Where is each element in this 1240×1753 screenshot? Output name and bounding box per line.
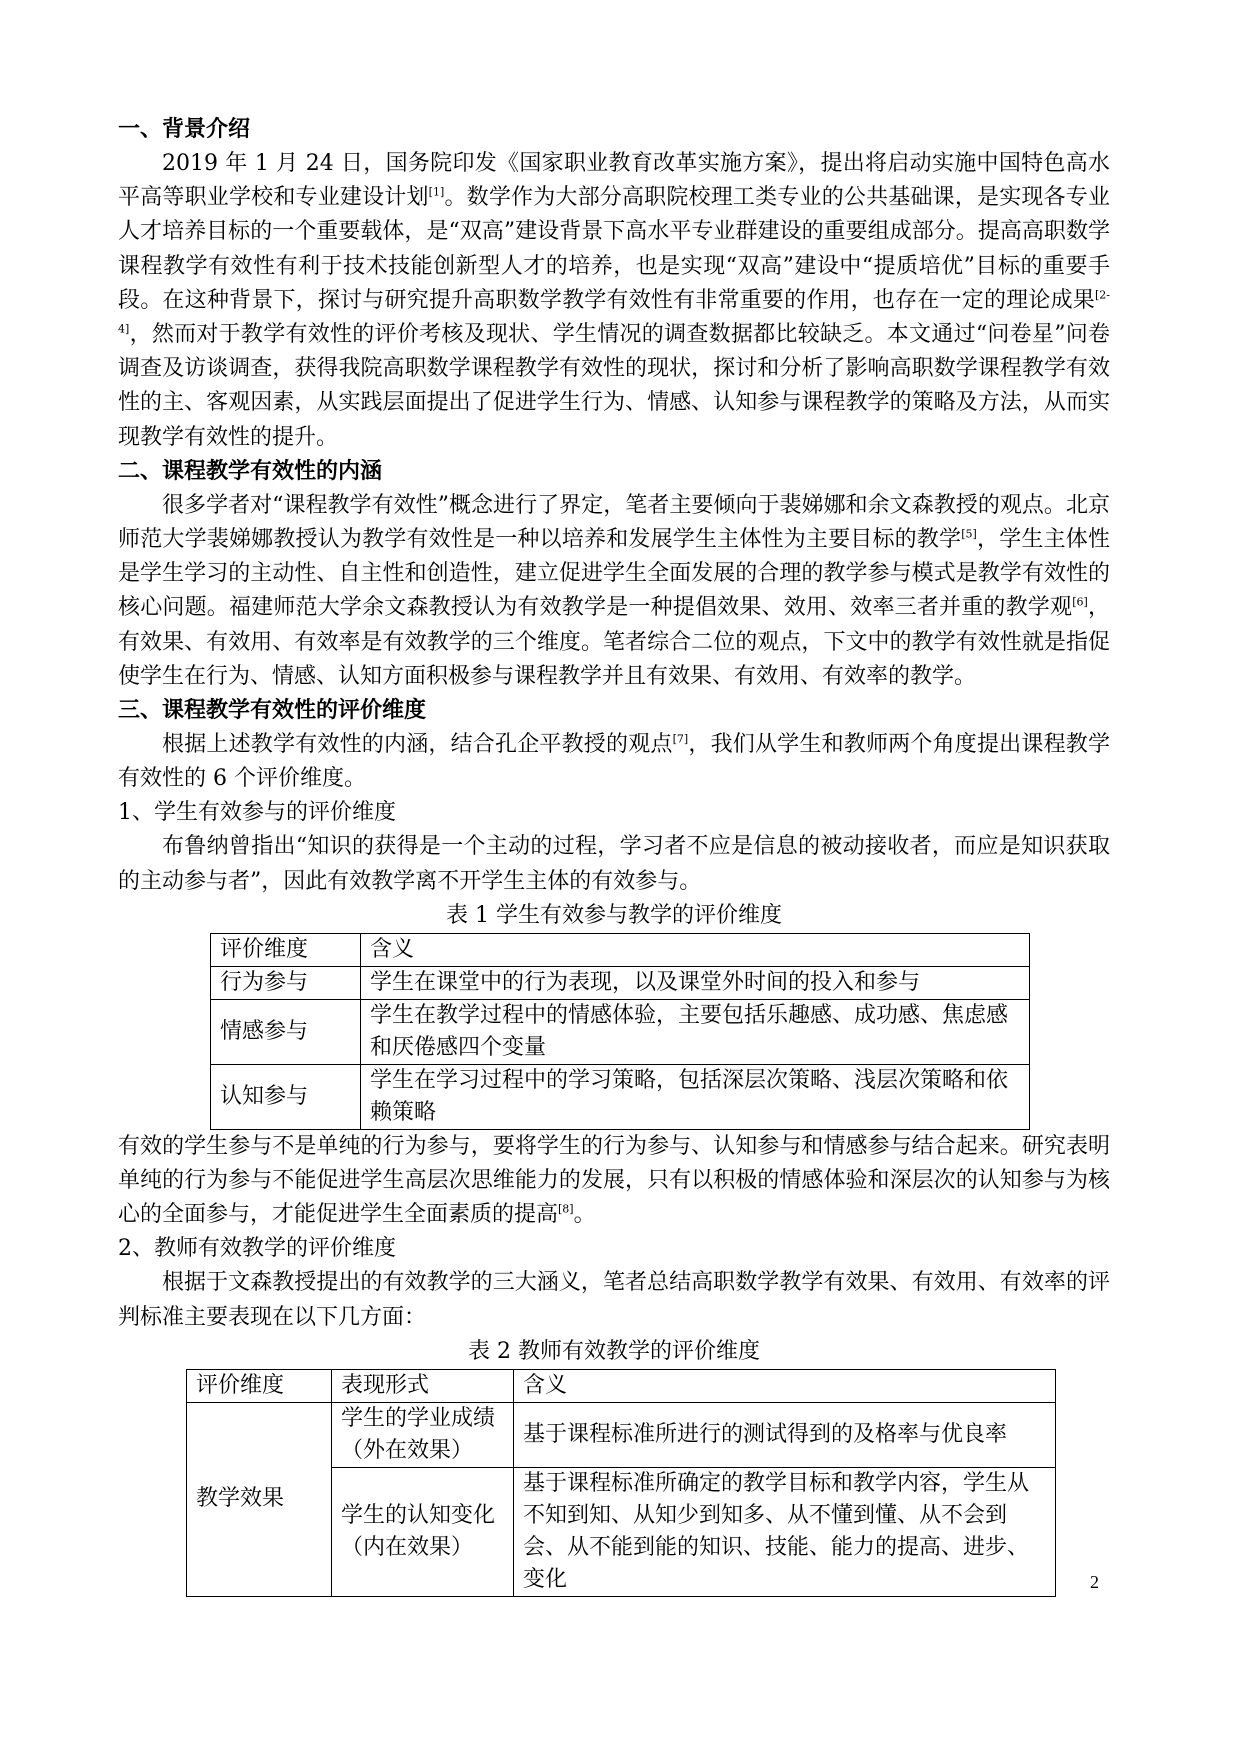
citation: [7] <box>672 732 689 746</box>
table-2-caption: 表 2 教师有效教学的评价维度 <box>468 1338 760 1364</box>
paragraph-criteria: 根据于文森教授提出的有效教学的三大涵义，笔者总结高职数学教学有效果、有效用、有效率的评判标准主要表现在以下几方面： <box>118 1270 1110 1330</box>
subheading-teacher: 2、教师有效教学的评价维度 <box>118 1236 396 1262</box>
table-cell: 学生的学业成绩（外在效果） <box>332 1402 514 1467</box>
section-heading-connotation: 二、课程教学有效性的内涵 <box>118 458 383 484</box>
table-header-row <box>187 1369 1056 1402</box>
table-cell: 学生在学习过程中的学习策略，包括深层次策略、浅层次策略和依赖策略 <box>361 1064 1030 1129</box>
table-header-row <box>211 933 1030 966</box>
table-header-cell: 含义 <box>514 1369 1056 1402</box>
table-header-cell: 评价维度 <box>187 1369 332 1402</box>
table-cell: 教学效果 <box>187 1402 332 1596</box>
table-cell: 学生的认知变化（内在效果） <box>332 1467 514 1596</box>
paragraph-bruner: 布鲁纳曾指出“知识的获得是一个主动的过程，学习者不应是信息的被动接收者，而应是知识获取的主动参与者”，因此有效教学离不开学生主体的有效参与。 <box>118 834 1110 894</box>
table-cell: 情感参与 <box>211 999 361 1064</box>
table-cell: 基于课程标准所进行的测试得到的及格率与优良率 <box>514 1402 1056 1467</box>
table-row <box>211 1064 1030 1129</box>
citation: [6] <box>1072 596 1088 610</box>
subheading-student: 1、学生有效参与的评价维度 <box>118 800 396 826</box>
table-1 <box>210 933 1030 1130</box>
citation: [8] <box>558 1202 574 1216</box>
paragraph-connotation: 很多学者对“课程教学有效性”概念进行了界定，笔者主要倾向于裴娣娜和余文森教授的观点。北京师范大学裴娣娜教授认为教学有效性是一种以培养和发展学生主体性为主要目标的教学[5]，学生主体性是学生学习的主动性、自主性和创造性，建立促进学生全面发展的合理的教学参与模式是教学有效性的核心问题。福建师范大学余文森教授认为有效教学是一种提倡效果、效用、效率三者并重的教学观[6]，有效果、有效用、有效率是有效教学的三个维度。笔者综合二位的观点，下文中的教学有效性就是指促使学生在行为、情感、认知方面积极参与课程教学并且有效果、有效用、有效率的教学。 <box>118 492 1110 689</box>
section-heading-background: 一、背景介绍 <box>118 117 251 142</box>
section-heading-evaluation: 三、课程教学有效性的评价维度 <box>118 698 427 724</box>
table-cell: 学生在教学过程中的情感体验，主要包括乐趣感、成功感、焦虑感和厌倦感四个变量 <box>361 999 1030 1064</box>
table-header-cell: 含义 <box>361 933 1030 966</box>
paragraph-participation: 有效的学生参与不是单纯的行为参与，要将学生的行为参与、认知参与和情感参与结合起来。研究表明单纯的行为参与不能促进学生高层次思维能力的发展，只有以积极的情感体验和深层次的认知参与为核心的全面参与，才能促进学生全面素质的提高[8]。 <box>118 1133 1110 1228</box>
paragraph-evaluation-intro: 根据上述教学有效性的内涵，结合孔企平教授的观点[7]，我们从学生和教师两个角度提出课程教学有效性的 6 个评价维度。 <box>118 732 1110 792</box>
table-row <box>211 966 1030 999</box>
table-row <box>187 1402 1056 1467</box>
paragraph-background: 2019 年 1 月 24 日，国务院印发《国家职业教育改革实施方案》，提出将启动实施中国特色高水平高等职业学校和专业建设计划[1]。数学作为大部分高职院校理工类专业的公共基础课，是实现各专业人才培养目标的一个重要载体，是“双高”建设背景下高水平专业群建设的重要组成部分。提高高职数学课程教学有效性有利于技术技能创新型人才的培养，也是实现“双高”建设中“提质培优”目标的重要手段。在这种背景下，探讨与研究提升高职数学教学有效性有非常重要的作用，也存在一定的理论成果[2-4]，然而对于教学有效性的评价考核及现状、学生情况的调查数据都比较缺乏。本文通过“问卷星”问卷调查及访谈调查，获得我院高职数学课程教学有效性的现状，探讨和分析了影响高职数学课程教学有效性的主、客观因素，从实践层面提出了促进学生行为、情感、认知参与课程教学的策略及方法，从而实现教学有效性的提升。 <box>118 151 1110 450</box>
table-2 <box>186 1369 1056 1597</box>
table-1-caption: 表 1 学生有效参与教学的评价维度 <box>446 902 782 928</box>
table-cell: 认知参与 <box>211 1064 361 1129</box>
table-header-cell: 表现形式 <box>332 1369 514 1402</box>
table-cell: 学生在课堂中的行为表现，以及课堂外时间的投入和参与 <box>361 966 1030 999</box>
citation: [5] <box>961 527 977 541</box>
page-number: 2 <box>1090 1572 1099 1592</box>
citation: [2-4] <box>118 288 1110 336</box>
table-header-cell: 评价维度 <box>211 933 361 966</box>
table-cell: 基于课程标准所确定的教学目标和教学内容，学生从不知到知、从知少到知多、从不懂到懂、从不会到会、从不能到能的知识、技能、能力的提高、进步、变化 <box>514 1467 1056 1596</box>
table-cell: 行为参与 <box>211 966 361 999</box>
table-row <box>211 999 1030 1064</box>
document-page <box>118 113 1110 1597</box>
citation: [1] <box>428 185 445 199</box>
